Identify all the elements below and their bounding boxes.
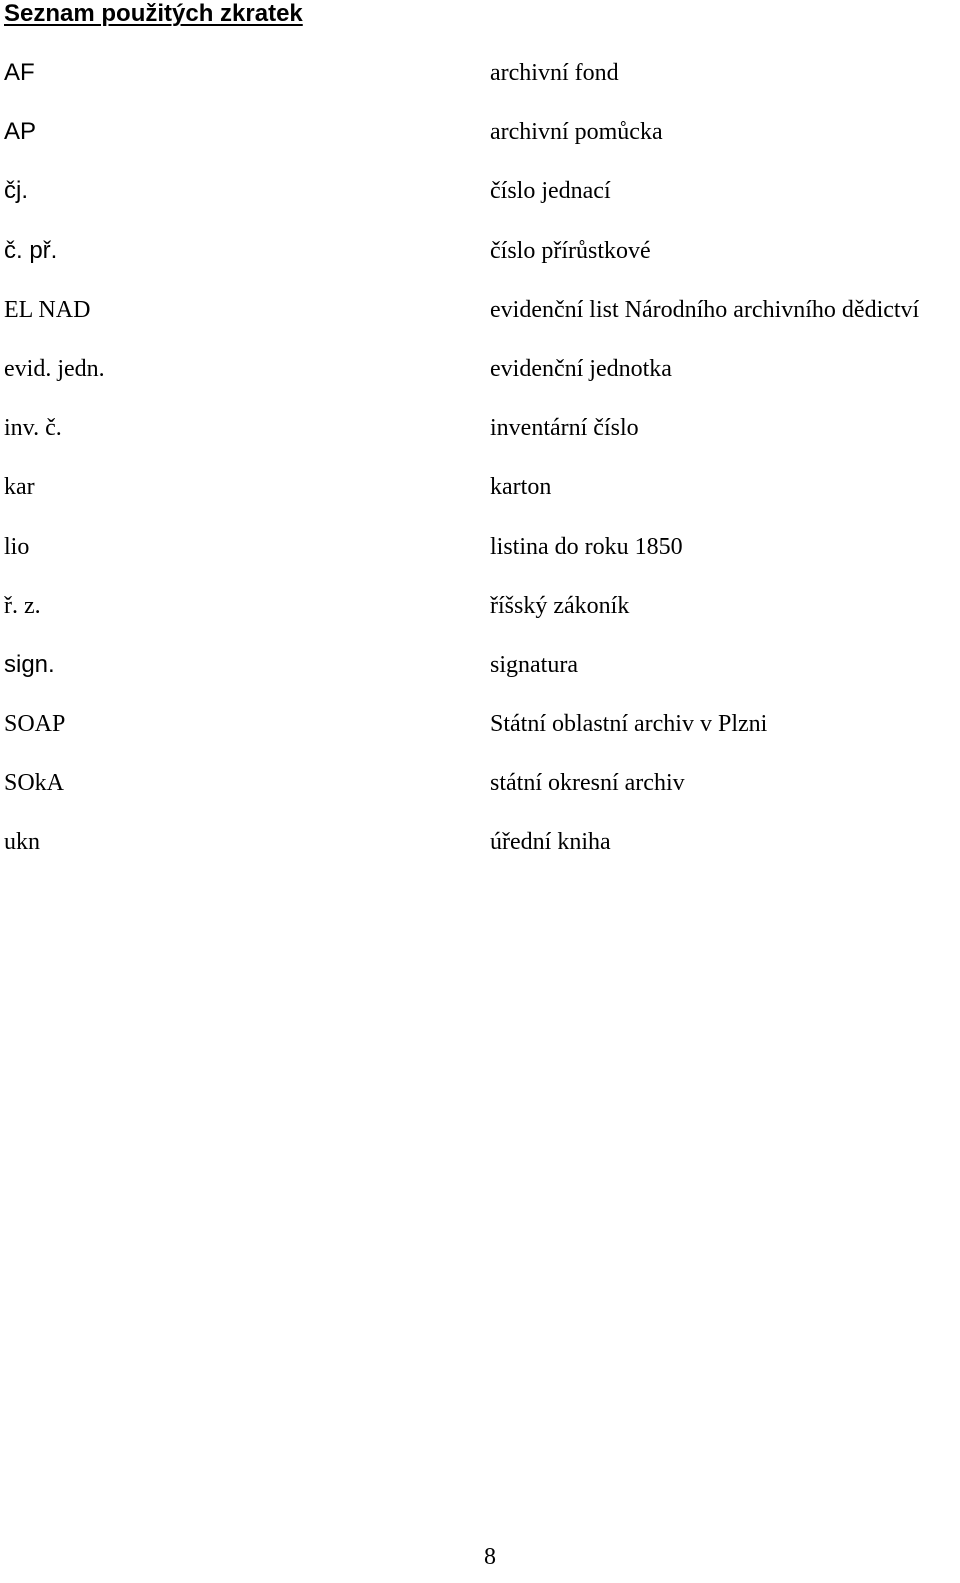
abbreviation-term: EL NAD — [4, 296, 91, 323]
abbreviation-term: sign. — [4, 650, 55, 678]
abbreviation-meaning: archivní fond — [490, 60, 619, 86]
abbreviation-row — [0, 352, 960, 411]
abbreviation-list — [0, 56, 960, 885]
abbreviation-term: evid. jedn. — [4, 355, 105, 382]
abbreviation-row — [0, 115, 960, 174]
abbreviation-meaning: úřední kniha — [490, 829, 611, 856]
page-number: 8 — [484, 1544, 496, 1570]
abbreviation-term: lio — [4, 533, 30, 560]
abbreviation-row — [0, 766, 960, 825]
abbreviation-meaning: karton — [490, 474, 552, 501]
abbreviation-row — [0, 589, 960, 648]
abbreviation-term: č. př. — [4, 236, 58, 264]
abbreviation-meaning: evidenční jednotka — [490, 355, 672, 382]
abbreviation-row — [0, 234, 960, 293]
abbreviation-meaning: evidenční list Národního archivního dědictví — [490, 296, 920, 323]
abbreviation-row — [0, 707, 960, 766]
abbreviation-term: ukn — [4, 829, 40, 856]
abbreviation-meaning: listina do roku 1850 — [490, 533, 683, 560]
abbreviation-meaning: říšský zákoník — [490, 592, 630, 619]
abbreviation-term: AP — [4, 118, 37, 146]
abbreviation-row — [0, 174, 960, 233]
abbreviation-meaning: státní okresní archiv — [490, 770, 685, 797]
abbreviation-term: SOAP — [4, 711, 66, 738]
abbreviation-term: SOkA — [4, 770, 65, 797]
abbreviation-term: čj. — [4, 177, 28, 205]
abbreviation-meaning: signatura — [490, 651, 578, 678]
abbreviation-meaning: Státní oblastní archiv v Plzni — [490, 711, 768, 738]
abbreviation-meaning: číslo jednací — [490, 178, 611, 205]
abbreviation-row — [0, 530, 960, 589]
abbreviation-term: ř. z. — [4, 592, 41, 619]
abbreviation-meaning: číslo přírůstkové — [490, 237, 651, 264]
abbreviation-row — [0, 411, 960, 470]
abbreviation-row — [0, 648, 960, 707]
abbreviation-meaning: archivní pomůcka — [490, 119, 663, 146]
abbreviation-term: kar — [4, 474, 35, 501]
abbreviation-row — [0, 56, 960, 115]
abbreviation-term: AF — [4, 59, 35, 86]
page-title: Seznam použitých zkratek — [4, 0, 303, 27]
abbreviation-row — [0, 470, 960, 529]
abbreviation-meaning: inventární číslo — [490, 415, 639, 442]
abbreviation-row — [0, 825, 960, 884]
abbreviation-term: inv. č. — [4, 415, 62, 442]
abbreviation-row — [0, 293, 960, 352]
